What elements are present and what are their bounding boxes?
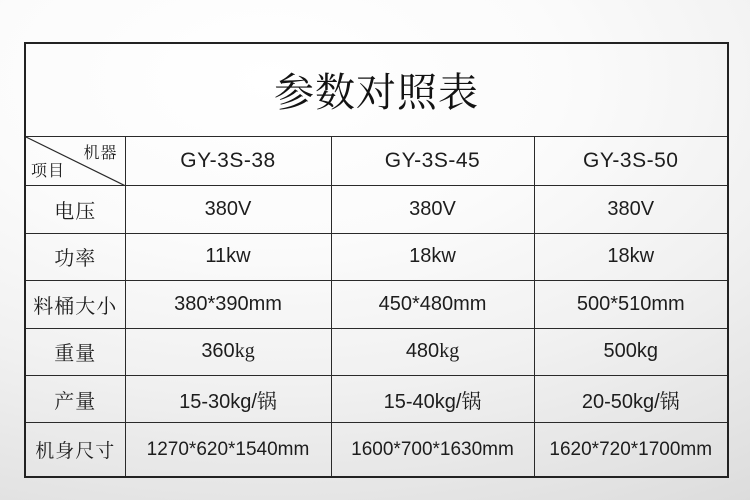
row-label-voltage: 电压 (25, 186, 125, 233)
spec-table (24, 42, 729, 478)
cell-barrel-3: 500*510mm (534, 281, 728, 328)
weight-unit: kg (636, 340, 658, 363)
table-row-power (25, 233, 728, 280)
column-header-model-2: GY-3S-45 (331, 136, 534, 185)
table-row-voltage (25, 186, 728, 233)
row-label-output: 产量 (25, 376, 125, 423)
row-label-body-dimensions: 机身尺寸 (25, 423, 125, 477)
corner-header-cell (25, 136, 125, 185)
column-header-model-1: GY-3S-38 (125, 136, 331, 185)
corner-label-machine: 机器 (83, 144, 118, 162)
table-row-weight (25, 328, 728, 375)
cell-output-3: 20-50kg/锅 (534, 376, 728, 423)
cell-voltage-1: 380V (125, 186, 331, 233)
cell-power-1: 11kw (125, 233, 331, 280)
table-row-output (25, 376, 728, 423)
cell-barrel-2: 450*480mm (331, 281, 534, 328)
column-header-model-3: GY-3S-50 (534, 136, 728, 185)
table-title: 参数对照表 (25, 43, 728, 136)
cell-barrel-1: 380*390mm (125, 281, 331, 328)
cell-output-1: 15-30kg/锅 (125, 376, 331, 423)
cell-dimensions-2: 1600*700*1630mm (331, 423, 534, 477)
cell-weight-1: 360kg (125, 328, 331, 375)
row-label-power: 功率 (25, 233, 125, 280)
table-row-barrel-size (25, 281, 728, 328)
cell-dimensions-3: 1620*720*1700mm (534, 423, 728, 477)
cell-weight-3: 500kg (534, 328, 728, 375)
cell-voltage-3: 380V (534, 186, 728, 233)
cell-output-2: 15-40kg/锅 (331, 376, 534, 423)
weight-unit-serif: kg (439, 340, 460, 363)
table-row-body-dimensions (25, 423, 728, 477)
row-label-barrel-size: 料桶大小 (25, 281, 125, 328)
cell-voltage-2: 380V (331, 186, 534, 233)
cell-power-2: 18kw (331, 233, 534, 280)
cell-weight-2: 480kg (331, 328, 534, 375)
weight-unit-serif: kg (234, 340, 255, 363)
corner-label-item: 项目 (31, 163, 66, 181)
row-label-weight: 重量 (25, 328, 125, 375)
cell-power-3: 18kw (534, 233, 728, 280)
cell-dimensions-1: 1270*620*1540mm (125, 423, 331, 477)
